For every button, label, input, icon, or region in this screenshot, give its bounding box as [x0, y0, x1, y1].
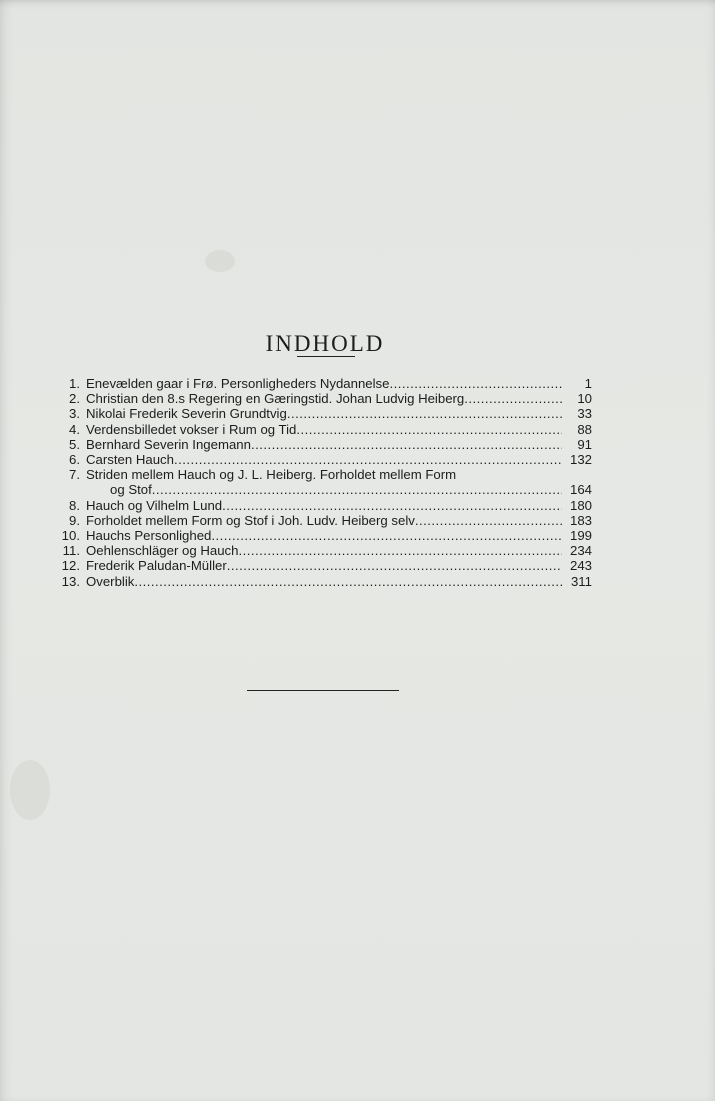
toc-entry: [52, 422, 592, 437]
toc-entry-number: 6.: [69, 452, 80, 468]
toc-leader-dots: [227, 558, 562, 573]
toc-leader-dots: [174, 452, 562, 467]
toc-leader-dots: [287, 406, 562, 421]
toc-entry: [52, 467, 592, 497]
toc-entry-page: 33: [577, 406, 592, 422]
toc-entry-page: 10: [577, 391, 592, 407]
table-of-contents: [52, 376, 592, 589]
toc-entry-page: 164: [569, 482, 592, 498]
toc-entry-page: 88: [577, 421, 592, 437]
toc-entry-number: 1.: [69, 376, 80, 391]
toc-entry-number: 11.: [62, 543, 80, 559]
toc-entry-number: 8.: [69, 497, 80, 513]
toc-entry-number: 5.: [69, 436, 80, 452]
toc-entry-page: 91: [577, 436, 592, 452]
toc-entry-page: 132: [569, 452, 592, 468]
toc-entry-title: Forholdet mellem Form og Stof i Joh. Ludv. Heiberg selv: [86, 512, 415, 528]
toc-entry-title: Carsten Hauch: [86, 452, 174, 468]
toc-entry-title: Verdensbilledet vokser i Rum og Tid: [86, 421, 297, 437]
toc-entry: [52, 513, 592, 528]
paper-stain: [10, 760, 50, 820]
toc-leader-dots: [389, 376, 562, 391]
toc-entry-number: 7.: [69, 467, 80, 483]
toc-leader-dots: [239, 543, 563, 558]
toc-leader-dots: [251, 437, 562, 452]
toc-leader-dots: [415, 513, 562, 528]
toc-entry-page: 183: [569, 512, 592, 528]
toc-entry-title: Overblik: [86, 573, 135, 589]
toc-leader-dots: [464, 391, 562, 406]
toc-entry: [52, 498, 592, 513]
toc-entry: [52, 574, 592, 589]
toc-entry-page: 243: [569, 558, 592, 574]
toc-entry-page: 311: [570, 573, 592, 589]
title-divider: [297, 356, 355, 357]
toc-entry-number: 2.: [69, 391, 80, 407]
toc-entry-title: Oehlenschläger og Hauch: [86, 543, 239, 559]
toc-entry-title: Enevælden gaar i Frø. Personligheders Nydannelse: [86, 376, 390, 391]
toc-entry: [52, 437, 592, 452]
toc-entry-page: 180: [569, 497, 592, 513]
paper-stain: [205, 250, 235, 272]
page-title: INDHOLD: [265, 331, 385, 357]
toc-leader-dots: [152, 482, 562, 497]
bottom-divider: [247, 690, 399, 691]
toc-entry-title: Bernhard Severin Ingemann: [86, 436, 251, 452]
toc-entry-number: 3.: [69, 406, 80, 422]
toc-entry: [52, 543, 592, 558]
toc-leader-dots: [134, 574, 562, 589]
toc-entry-title: Striden mellem Hauch og J. L. Heiberg. Forholdet mellem Form: [86, 467, 457, 483]
toc-entry-number: 13.: [61, 573, 80, 589]
toc-entry-title: Hauch og Vilhelm Lund: [86, 497, 223, 513]
toc-leader-dots: [222, 498, 562, 513]
toc-entry: [52, 528, 592, 543]
toc-entry: [52, 558, 592, 573]
toc-entry: [52, 452, 592, 467]
toc-entry-title: Hauchs Personlighed: [86, 528, 212, 544]
toc-entry-page: 1: [584, 376, 592, 391]
toc-entry: [52, 406, 592, 421]
toc-entry-page: 199: [569, 528, 592, 544]
toc-entry-title: Christian den 8.s Regering en Gæringstid. Johan Ludvig Heiberg: [86, 391, 465, 407]
toc-entry-title: Nikolai Frederik Severin Grundtvig: [86, 406, 287, 422]
toc-entry-page: 234: [569, 543, 592, 559]
toc-entry-number: 12.: [61, 558, 80, 574]
toc-entry-title: Frederik Paludan-Müller: [86, 558, 227, 574]
toc-entry-number: 4.: [69, 421, 80, 437]
toc-entry-number: 9.: [69, 512, 80, 528]
toc-entry-number: 10.: [61, 528, 80, 544]
toc-entry-title-continued: og Stof: [110, 482, 152, 498]
toc-entry: [52, 391, 592, 406]
toc-leader-dots: [211, 528, 562, 543]
toc-entry: [52, 376, 592, 391]
toc-leader-dots: [296, 422, 562, 437]
